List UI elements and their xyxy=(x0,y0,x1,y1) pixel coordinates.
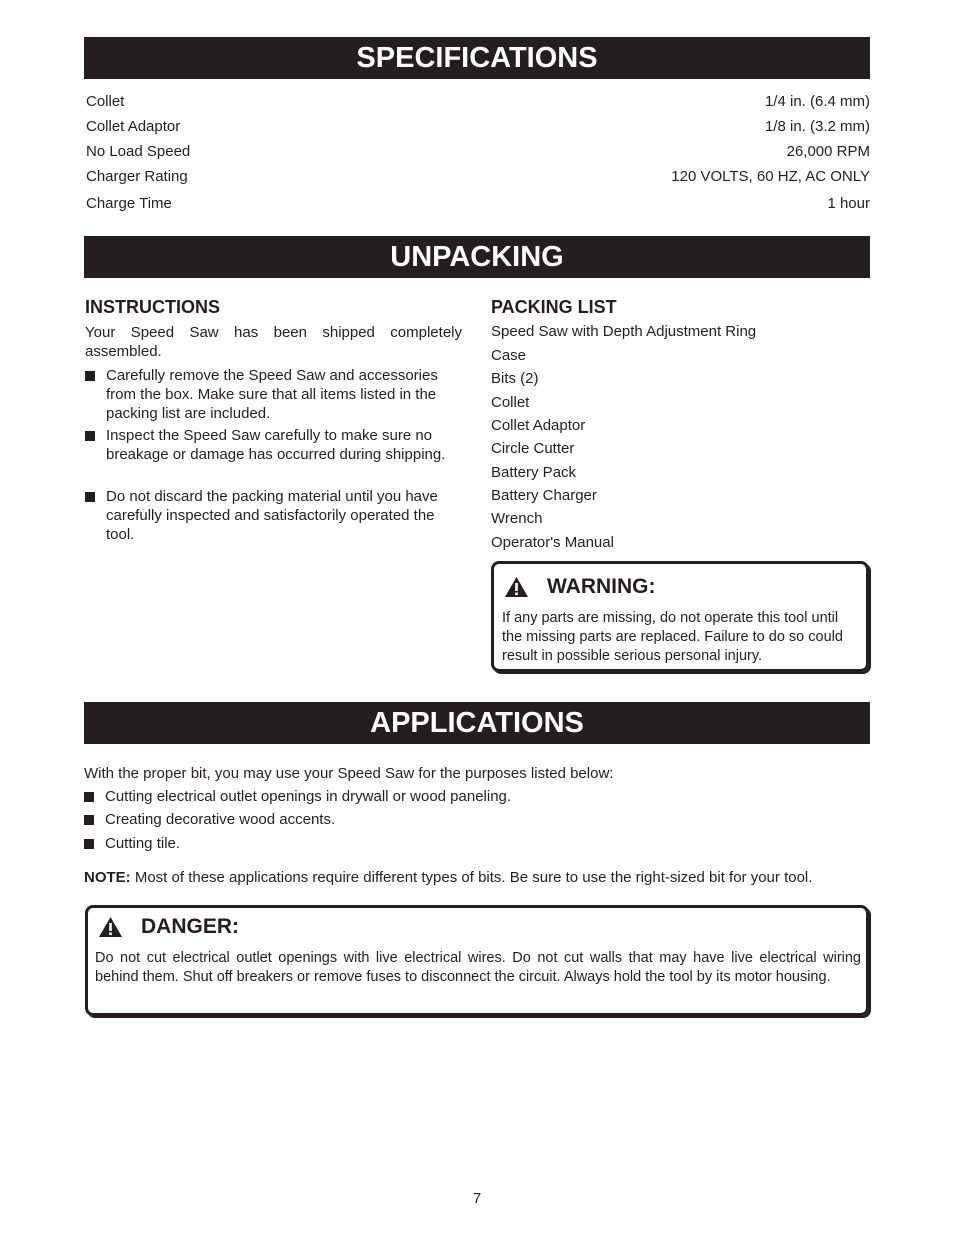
packing-list-item: Speed Saw with Depth Adjustment Ring xyxy=(491,323,757,340)
unpacking-header: UNPACKING xyxy=(84,236,870,278)
danger-text: Do not cut electrical outlet openings with live electrical wires. Do not cut walls that may have live electrical wiring behind them. Shut off breakers or remove fuses to disconnect the circuit. Always hold the tool by its motor housing. xyxy=(95,950,861,985)
specifications-header: SPECIFICATIONS xyxy=(84,37,870,79)
warning-title: WARNING: xyxy=(547,575,656,598)
packing-list-item: Battery Charger xyxy=(491,487,597,504)
spec-value: 120 VOLTS, 60 HZ, AC ONLY xyxy=(671,168,870,185)
bullet-text: Inspect the Speed Saw carefully to make sure no breakage or damage has occurred during shipping. xyxy=(106,427,446,463)
spec-label: Collet Adaptor xyxy=(86,118,181,135)
packing-list-item: Collet xyxy=(491,394,530,411)
instructions-heading: INSTRUCTIONS xyxy=(85,297,220,317)
instructions-intro-line1: Your Speed Saw has been shipped completely xyxy=(85,324,462,341)
spec-value: 26,000 RPM xyxy=(786,143,870,160)
spec-value: 1 hour xyxy=(827,195,870,212)
packing-list-item: Circle Cutter xyxy=(491,440,575,457)
spec-label: Collet xyxy=(86,93,125,110)
instructions-intro-line2: assembled. xyxy=(85,343,162,360)
spec-label: No Load Speed xyxy=(86,143,191,160)
bullet-square-icon xyxy=(84,792,94,802)
warning-text: If any parts are missing, do not operate this tool until the missing parts are replaced. Failure to do so could result in possible serious personal injury. xyxy=(502,610,843,664)
spec-label: Charge Time xyxy=(86,195,172,212)
bullet-square-icon xyxy=(84,839,94,849)
bullet-text: Cutting tile. xyxy=(105,835,181,852)
page-number: 7 xyxy=(472,1190,482,1207)
danger-triangle-icon xyxy=(98,916,123,938)
spec-row xyxy=(86,93,870,111)
bullet-square-icon xyxy=(84,815,94,825)
spec-row xyxy=(86,118,870,136)
bullet-text: Cutting electrical outlet openings in drywall or wood paneling. xyxy=(105,788,512,805)
danger-box xyxy=(85,905,869,1016)
bullet-square-icon xyxy=(85,371,95,381)
spec-label: Charger Rating xyxy=(86,168,188,185)
packing-list-item: Bits (2) xyxy=(491,370,539,387)
applications-intro: With the proper bit, you may use your Speed Saw for the purposes listed below: xyxy=(84,765,614,782)
bullet-text: Do not discard the packing material until you have carefully inspected and satisfactorily operated the tool. xyxy=(106,488,438,543)
bullet-text: Carefully remove the Speed Saw and accessories from the box. Make sure that all items listed in the packing list are included. xyxy=(106,367,438,422)
applications-header: APPLICATIONS xyxy=(84,702,870,744)
spec-value: 1/4 in. (6.4 mm) xyxy=(764,93,870,110)
spec-row xyxy=(86,143,870,161)
note-text: Most of these applications require different types of bits. Be sure to use the right-sized bit for your tool. xyxy=(130,869,813,886)
packing-list-item: Operator's Manual xyxy=(491,534,614,551)
note-paragraph xyxy=(84,868,870,887)
spec-row xyxy=(86,168,870,186)
spec-value: 1/8 in. (3.2 mm) xyxy=(764,118,870,135)
bullet-square-icon xyxy=(85,431,95,441)
warning-triangle-icon xyxy=(504,576,529,598)
danger-title: DANGER: xyxy=(141,915,239,938)
packing-list-item: Battery Pack xyxy=(491,464,577,481)
warning-box xyxy=(491,561,869,672)
note-label: NOTE: xyxy=(84,869,131,886)
packing-list-heading: PACKING LIST xyxy=(491,297,617,317)
spec-row xyxy=(86,195,870,213)
bullet-square-icon xyxy=(85,492,95,502)
packing-list-item: Case xyxy=(491,347,527,364)
packing-list-item: Collet Adaptor xyxy=(491,417,586,434)
bullet-text: Creating decorative wood accents. xyxy=(105,811,336,828)
packing-list-item: Wrench xyxy=(491,510,543,527)
